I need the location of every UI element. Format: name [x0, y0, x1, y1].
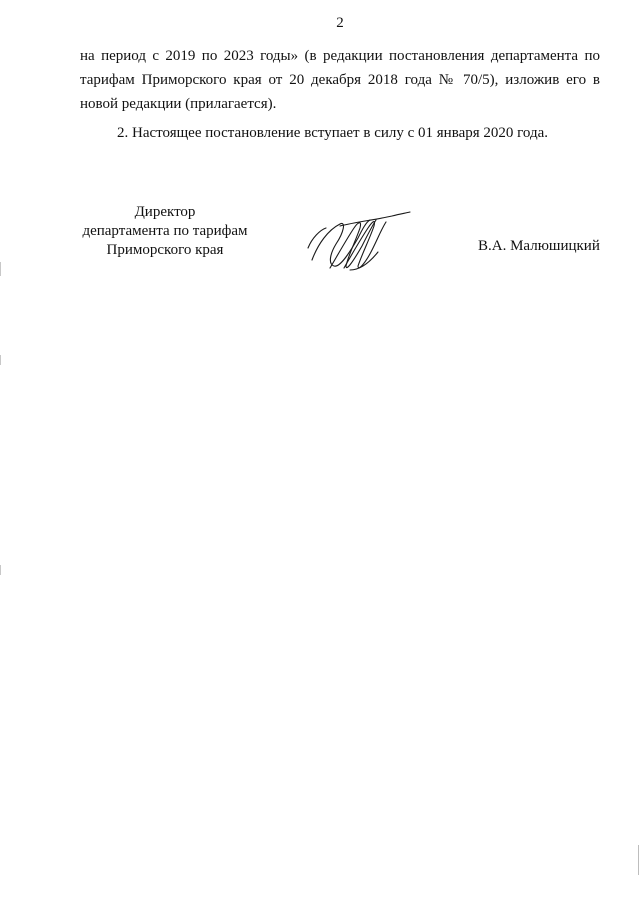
paragraph-line: новой редакции (прилагается). [80, 96, 277, 112]
scan-edge-mark [0, 262, 1, 276]
paragraph-continuation [80, 44, 600, 116]
signatory-title-line: департамента по тарифам [82, 223, 248, 239]
signatory-title-line: Директор [134, 204, 196, 220]
handwritten-signature [300, 208, 420, 278]
paragraph-item-2 [117, 121, 597, 145]
scan-edge-mark [0, 355, 1, 365]
page-number: 2 [336, 15, 344, 31]
paragraph-line: 2. Настоящее постановление вступает в силу с 01 января 2020 года. [117, 125, 549, 141]
scan-edge-mark [638, 845, 639, 875]
scan-edge-mark [0, 565, 1, 575]
signer-name: В.А. Малюшицкий [478, 238, 600, 254]
paragraph-line: тарифам Приморского края от 20 декабря 2018 года № 70/5), изложив его в [80, 72, 600, 88]
signatory-title [60, 203, 270, 260]
signatory-title-line: Приморского края [106, 242, 224, 258]
paragraph-line: на период с 2019 по 2023 годы» (в редакции постановления департамента по [80, 48, 600, 64]
